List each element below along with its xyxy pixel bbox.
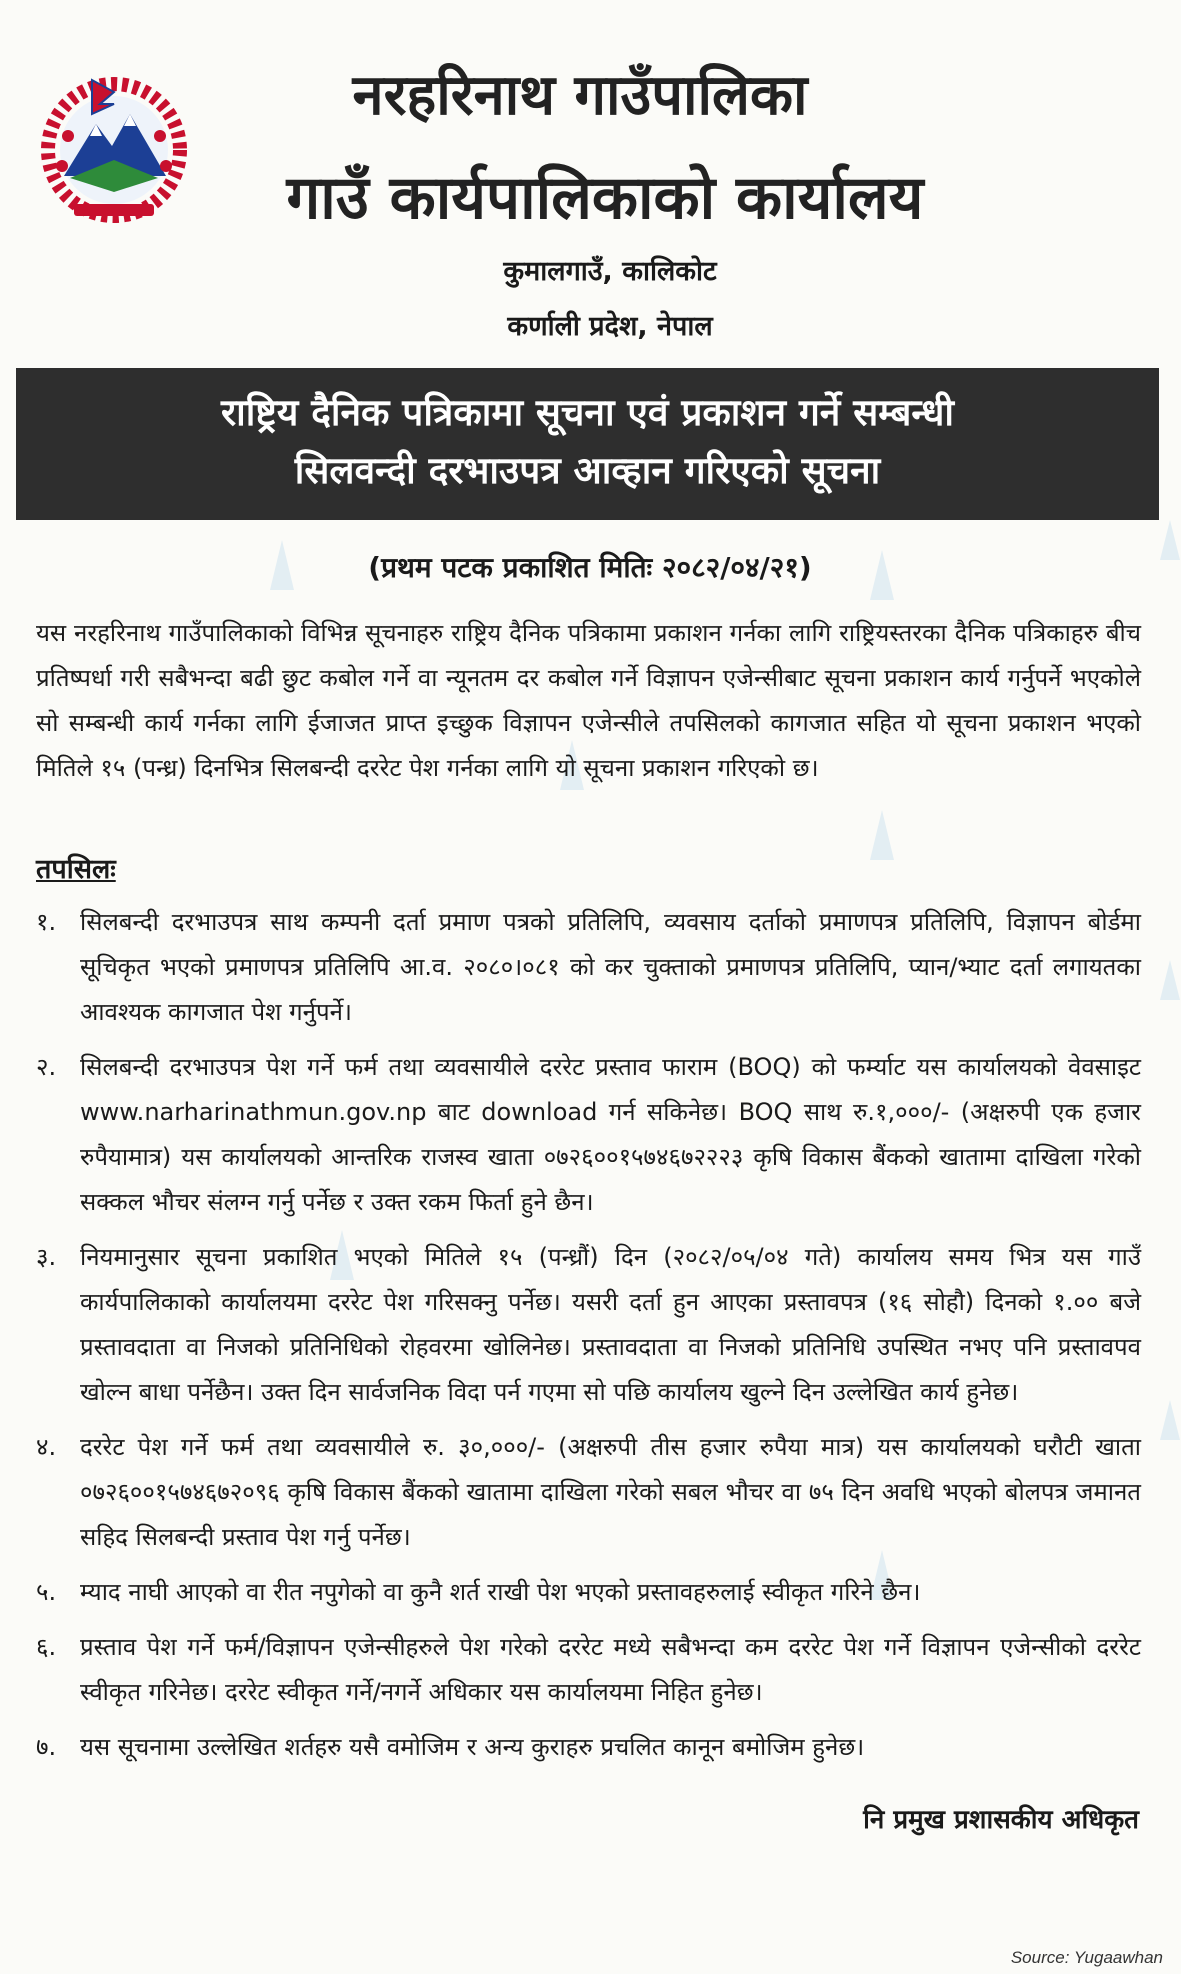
address-line-2: कर्णाली प्रदेश, नेपाल (507, 311, 713, 342)
notice-title-line-2: सिलवन्दी दरभाउपत्र आव्हान गरिएको सूचना (294, 449, 881, 492)
condition-text: यस सूचनामा उल्लेखित शर्तहरु यसै वमोजिम र अन्य कुराहरु प्रचलित कानून बमोजिम हुनेछ। (80, 1733, 865, 1761)
notice-title-line-1: राष्ट्रिय दैनिक पत्रिकामा सूचना एवं प्रकाशन गर्ने सम्बन्धी (221, 391, 954, 434)
notice-title-banner (16, 368, 1159, 520)
condition-number: ७. (36, 1733, 57, 1761)
condition-number: ५. (36, 1578, 57, 1606)
office-name: गाउँ कार्यपालिकाको कार्यालय (286, 163, 924, 233)
condition-number: ४. (36, 1433, 57, 1461)
condition-item (36, 1725, 1141, 1770)
condition-item (36, 1045, 1141, 1225)
condition-item (36, 1235, 1141, 1415)
condition-item (36, 1625, 1141, 1715)
conditions-list (36, 900, 1141, 1780)
condition-item (36, 1425, 1141, 1560)
municipality-name: नरहरिनाथ गाउँपालिका (352, 63, 808, 128)
condition-text: नियमानुसार सूचना प्रकाशित भएको मितिले १५ (पन्ध्रौं) दिन (२०८२/०५/०४ गते) कार्यालय समय भित्र यस गाउँ कार्यपालिकाको कार्यालयमा दररेट पेश गरिसक्नु पर्नेछ। यसरी दर्ता हुन आएका प्रस्तावपत्र (१६ सोहौ) दिनको १.०० बजे प्रस्तावदाता वा निजको प्रतिनिधिको रोहवरमा खोलिनेछ। प्रस्तावदाता वा निजको प्रतिनिधि उपस्थित नभए पनि प्रस्तावपव खोल्न बाधा पर्नेछैन। उक्त दिन सार्वजनिक विदा पर्न गएमा सो पछि कार्यालय खुल्ने दिन उल्लेखित कार्य हुनेछ। (80, 1243, 1141, 1406)
condition-number: ६. (36, 1633, 57, 1661)
condition-text: म्याद नाघी आएको वा रीत नपुगेको वा कुनै शर्त राखी पेश भएको प्रस्तावहरुलाई स्वीकृत गरिने छैन। (80, 1578, 921, 1606)
intro-paragraph: यस नरहरिनाथ गाउँपालिकाको विभिन्न सूचनाहरु राष्ट्रिय दैनिक पत्रिकामा प्रकाशन गर्नका लागि राष्ट्रियस्तरका दैनिक पत्रिकाहरु बीच प्रतिष्पर्धा गरी सबैभन्दा बढी छुट कबोल गर्ने वा न्यूनतम दर कबोल गर्ने विज्ञापन एजेन्सीबाट सूचना प्रकाशन कार्य गर्नुपर्ने भएकोले सो सम्बन्धी कार्य गर्नका लागि ईजाजत प्राप्त इच्छुक विज्ञापन एजेन्सीले तपसिलको कागजात सहित यो सूचना प्रकाशन भएको मितिले १५ (पन्ध्र) दिनभित्र सिलबन्दी दररेट पेश गर्नका लागि यो सूचना प्रकाशन गरिएको छ। (36, 619, 1141, 782)
condition-item (36, 1570, 1141, 1615)
condition-text: दररेट पेश गर्ने फर्म तथा व्यवसायीले रु. ३०,०००/- (अक्षरुपी तीस हजार रुपैया मात्र) यस कार्यालयको घरौटी खाता ०७२६००१५७४६७२०९६ कृषि विकास बैंकको खातामा दाखिला गरेको सबल भौचर वा ७५ दिन अवधि भएको बोलपत्र जमानत सहिद सिलबन्दी प्रस्ताव पेश गर्नु पर्नेछ। (80, 1433, 1141, 1551)
condition-number: १. (36, 908, 57, 936)
tapsil-heading: तपसिलः (36, 854, 116, 885)
condition-item (36, 900, 1141, 1035)
address-line-1: कुमालगाउँ, कालिकोट (503, 256, 717, 287)
condition-text: प्रस्ताव पेश गर्ने फर्म/विज्ञापन एजेन्सीहरुले पेश गरेको दररेट मध्ये सबैभन्दा कम दररेट पेश गर्ने विज्ञापन एजेन्सीको दररेट स्वीकृत गरिनेछ। दररेट स्वीकृत गर्ने/नगर्ने अधिकार यस कार्यालयमा निहित हुनेछ। (80, 1633, 1141, 1706)
condition-text: सिलबन्दी दरभाउपत्र साथ कम्पनी दर्ता प्रमाण पत्रको प्रतिलिपि, व्यवसाय दर्ताको प्रमाणपत्र प्रतिलिपि, विज्ञापन बोर्डमा सूचिकृत भएको प्रमाणपत्र प्रतिलिपि आ.व. २०८०।०८१ को कर चुक्ताको प्रमाणपत्र प्रतिलिपि, प्यान/भ्याट दर्ता लगायतका आवश्यक कागजात पेश गर्नुपर्ने। (80, 908, 1141, 1026)
condition-number: २. (36, 1053, 57, 1081)
source-credit: Source: Yugaawhan (1010, 1948, 1163, 1967)
nepal-emblem-icon (34, 66, 194, 226)
condition-text: सिलबन्दी दरभाउपत्र पेश गर्ने फर्म तथा व्यवसायीले दररेट प्रस्ताव फाराम (BOQ) को फर्म्याट यस कार्यालयको वेवसाइट www.narharinathmun.gov.np बाट download गर्न सकिनेछ। BOQ साथ रु.१,०००/- (अक्षरुपी एक हजार रुपैयामात्र) यस कार्यालयको आन्तरिक राजस्व खाता ०७२६००१५७४६७२२२३ कृषि विकास बैंकको खातामा दाखिला गरेको सक्कल भौचर संलग्न गर्नु पर्नेछ र उक्त रकम फिर्ता हुने छैन। (80, 1053, 1141, 1216)
signatory-title: नि प्रमुख प्रशासकीय अधिकृत (863, 1805, 1139, 1835)
publication-date: (प्रथम पटक प्रकाशित मितिः २०८२/०४/२१) (368, 551, 812, 584)
condition-number: ३. (36, 1243, 57, 1271)
